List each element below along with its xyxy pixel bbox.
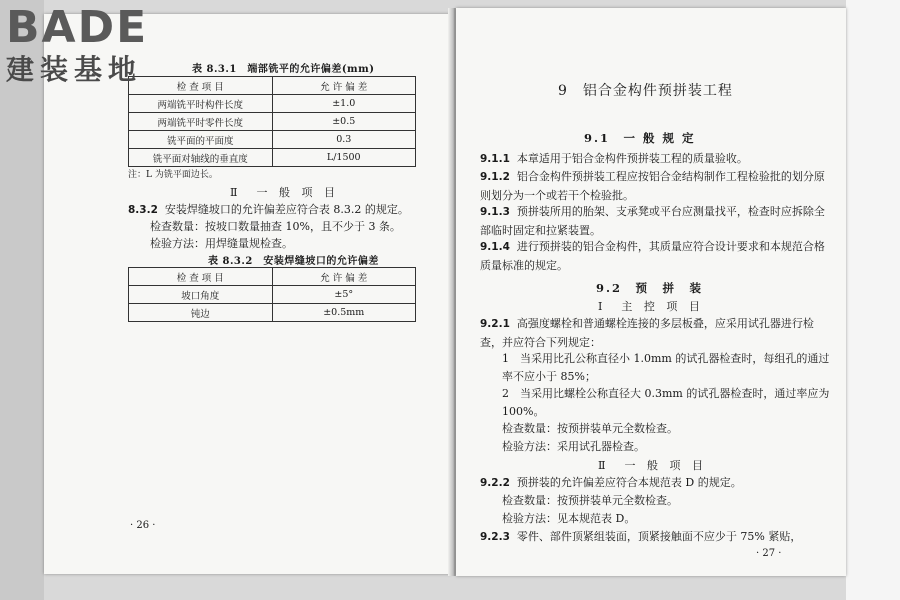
table-8-3-1 xyxy=(128,76,416,167)
clause-9-2-3 xyxy=(480,528,832,547)
clause-text: 进行预拼装的铝合金构件，其质量应符合设计要求和本规范合格质量标准的规定。 xyxy=(480,240,825,272)
clause-9-2-1-item-2: 2 当采用比螺栓公称直径大 0.3mm 的试孔器检查时，通过率应为 100%。 xyxy=(502,387,830,418)
table-cell: 坡口角度 xyxy=(129,286,273,304)
table-row xyxy=(129,131,416,149)
logo-chinese-wordmark: 建装基地 xyxy=(6,53,143,86)
main-items-heading: Ⅰ 主 控 项 目 xyxy=(598,300,704,313)
clause-number: 9.2.3 xyxy=(480,531,510,543)
table-cell: L/1500 xyxy=(272,149,416,167)
general-items-heading: Ⅱ 一 般 项 目 xyxy=(230,186,339,199)
table-8-3-2 xyxy=(128,267,416,322)
table-cell: 两端铣平时零件长度 xyxy=(129,113,273,131)
table-cell: ±1.0 xyxy=(272,95,416,113)
section-9-1-heading: 9.1 一 般 规 定 xyxy=(584,131,696,145)
clause-text: 高强度螺栓和普通螺栓连接的多层板叠，应采用试孔器进行检查，并应符合下列规定： xyxy=(480,317,814,349)
table-cell: 两端铣平时构件长度 xyxy=(129,95,273,113)
table-note: 注：L 为铣平面边长。 xyxy=(128,170,218,180)
inspection-quantity: 检查数量：按预拼装单元全数检查。 xyxy=(502,422,678,435)
clause-number: 9.1.1 xyxy=(480,153,510,165)
scan-background-right xyxy=(846,0,900,600)
clause-number: 8.3.2 xyxy=(128,204,158,216)
table-cell: ±5° xyxy=(272,286,416,304)
table-row xyxy=(129,149,416,167)
inspection-method: 检验方法：采用试孔器检查。 xyxy=(502,440,645,453)
clause-number: 9.1.4 xyxy=(480,241,510,253)
table-cell: ±0.5mm xyxy=(272,304,416,322)
clause-text: 铝合金构件预拼装工程应按铝合金结构制作工程检验批的划分原则划分为一个或若干个检验批。 xyxy=(480,170,825,202)
table-cell: 钝边 xyxy=(129,304,273,322)
right-page xyxy=(456,8,846,576)
table-cell: 铣平面的平面度 xyxy=(129,131,273,149)
table-cell: 铣平面对轴线的垂直度 xyxy=(129,149,273,167)
general-items-heading: Ⅱ 一 般 项 目 xyxy=(598,459,707,472)
inspection-method: 检验方法：用焊缝量规检查。 xyxy=(150,237,293,250)
table-8-3-2-caption: 表 8.3.2 安装焊缝坡口的允许偏差 xyxy=(208,256,379,267)
table-cell: 0.3 xyxy=(272,131,416,149)
section-9-2-heading: 9.2 预 拼 装 xyxy=(596,281,704,295)
clause-text: 本章适用于铝合金构件预拼装工程的质量验收。 xyxy=(516,152,748,165)
table-header: 检 查 项 目 xyxy=(129,268,273,286)
brand-logo xyxy=(6,4,176,88)
clause-text: 预拼装所用的胎架、支承凳或平台应测量找平，检查时应拆除全部临时固定和拉紧装置。 xyxy=(480,205,825,237)
table-header: 允 许 偏 差 xyxy=(272,268,416,286)
clause-number: 9.2.1 xyxy=(480,318,510,330)
table-8-3-1-caption: 表 8.3.1 端部铣平的允许偏差(mm) xyxy=(192,64,375,75)
table-cell: ±0.5 xyxy=(272,113,416,131)
page-number: · 27 · xyxy=(756,548,782,559)
clause-number: 9.1.3 xyxy=(480,206,510,218)
clause-8-3-2 xyxy=(128,201,409,219)
clause-text: 预拼装的允许偏差应符合本规范表 D 的规定。 xyxy=(516,476,742,489)
clause-9-2-2 xyxy=(480,474,832,493)
clause-9-1-2 xyxy=(480,168,832,204)
inspection-method: 检验方法：见本规范表 D。 xyxy=(502,512,636,525)
table-row xyxy=(129,95,416,113)
inspection-quantity: 检查数量：按预拼装单元全数检查。 xyxy=(502,494,678,507)
table-row xyxy=(129,304,416,322)
clause-9-1-4 xyxy=(480,238,832,274)
page-number: · 26 · xyxy=(130,520,156,531)
clause-9-1-3 xyxy=(480,203,832,239)
table-row xyxy=(129,113,416,131)
clause-9-1-1 xyxy=(480,150,832,169)
table-header: 允 许 偏 差 xyxy=(272,77,416,95)
clause-number: 9.1.2 xyxy=(480,171,510,183)
clause-text: 零件、部件顶紧组装面，顶紧接触面不应少于 75% 紧贴， xyxy=(516,530,802,543)
table-header: 检 查 项 目 xyxy=(129,77,273,95)
clause-9-2-1 xyxy=(480,315,832,351)
clause-number: 9.2.2 xyxy=(480,477,510,489)
left-page xyxy=(44,14,452,574)
table-row xyxy=(129,286,416,304)
clause-text: 安装焊缝坡口的允许偏差应符合表 8.3.2 的规定。 xyxy=(164,203,409,216)
scan-background-left xyxy=(0,0,44,600)
inspection-quantity: 检查数量：按坡口数量抽查 10%，且不少于 3 条。 xyxy=(150,220,401,233)
logo-wordmark: BADE xyxy=(6,2,149,53)
chapter-title: 9 铝合金构件预拼装工程 xyxy=(558,83,733,99)
clause-9-2-1-item-1: 1 当采用比孔公称直径小 1.0mm 的试孔器检查时，每组孔的通过率不应小于 85%； xyxy=(502,352,830,383)
